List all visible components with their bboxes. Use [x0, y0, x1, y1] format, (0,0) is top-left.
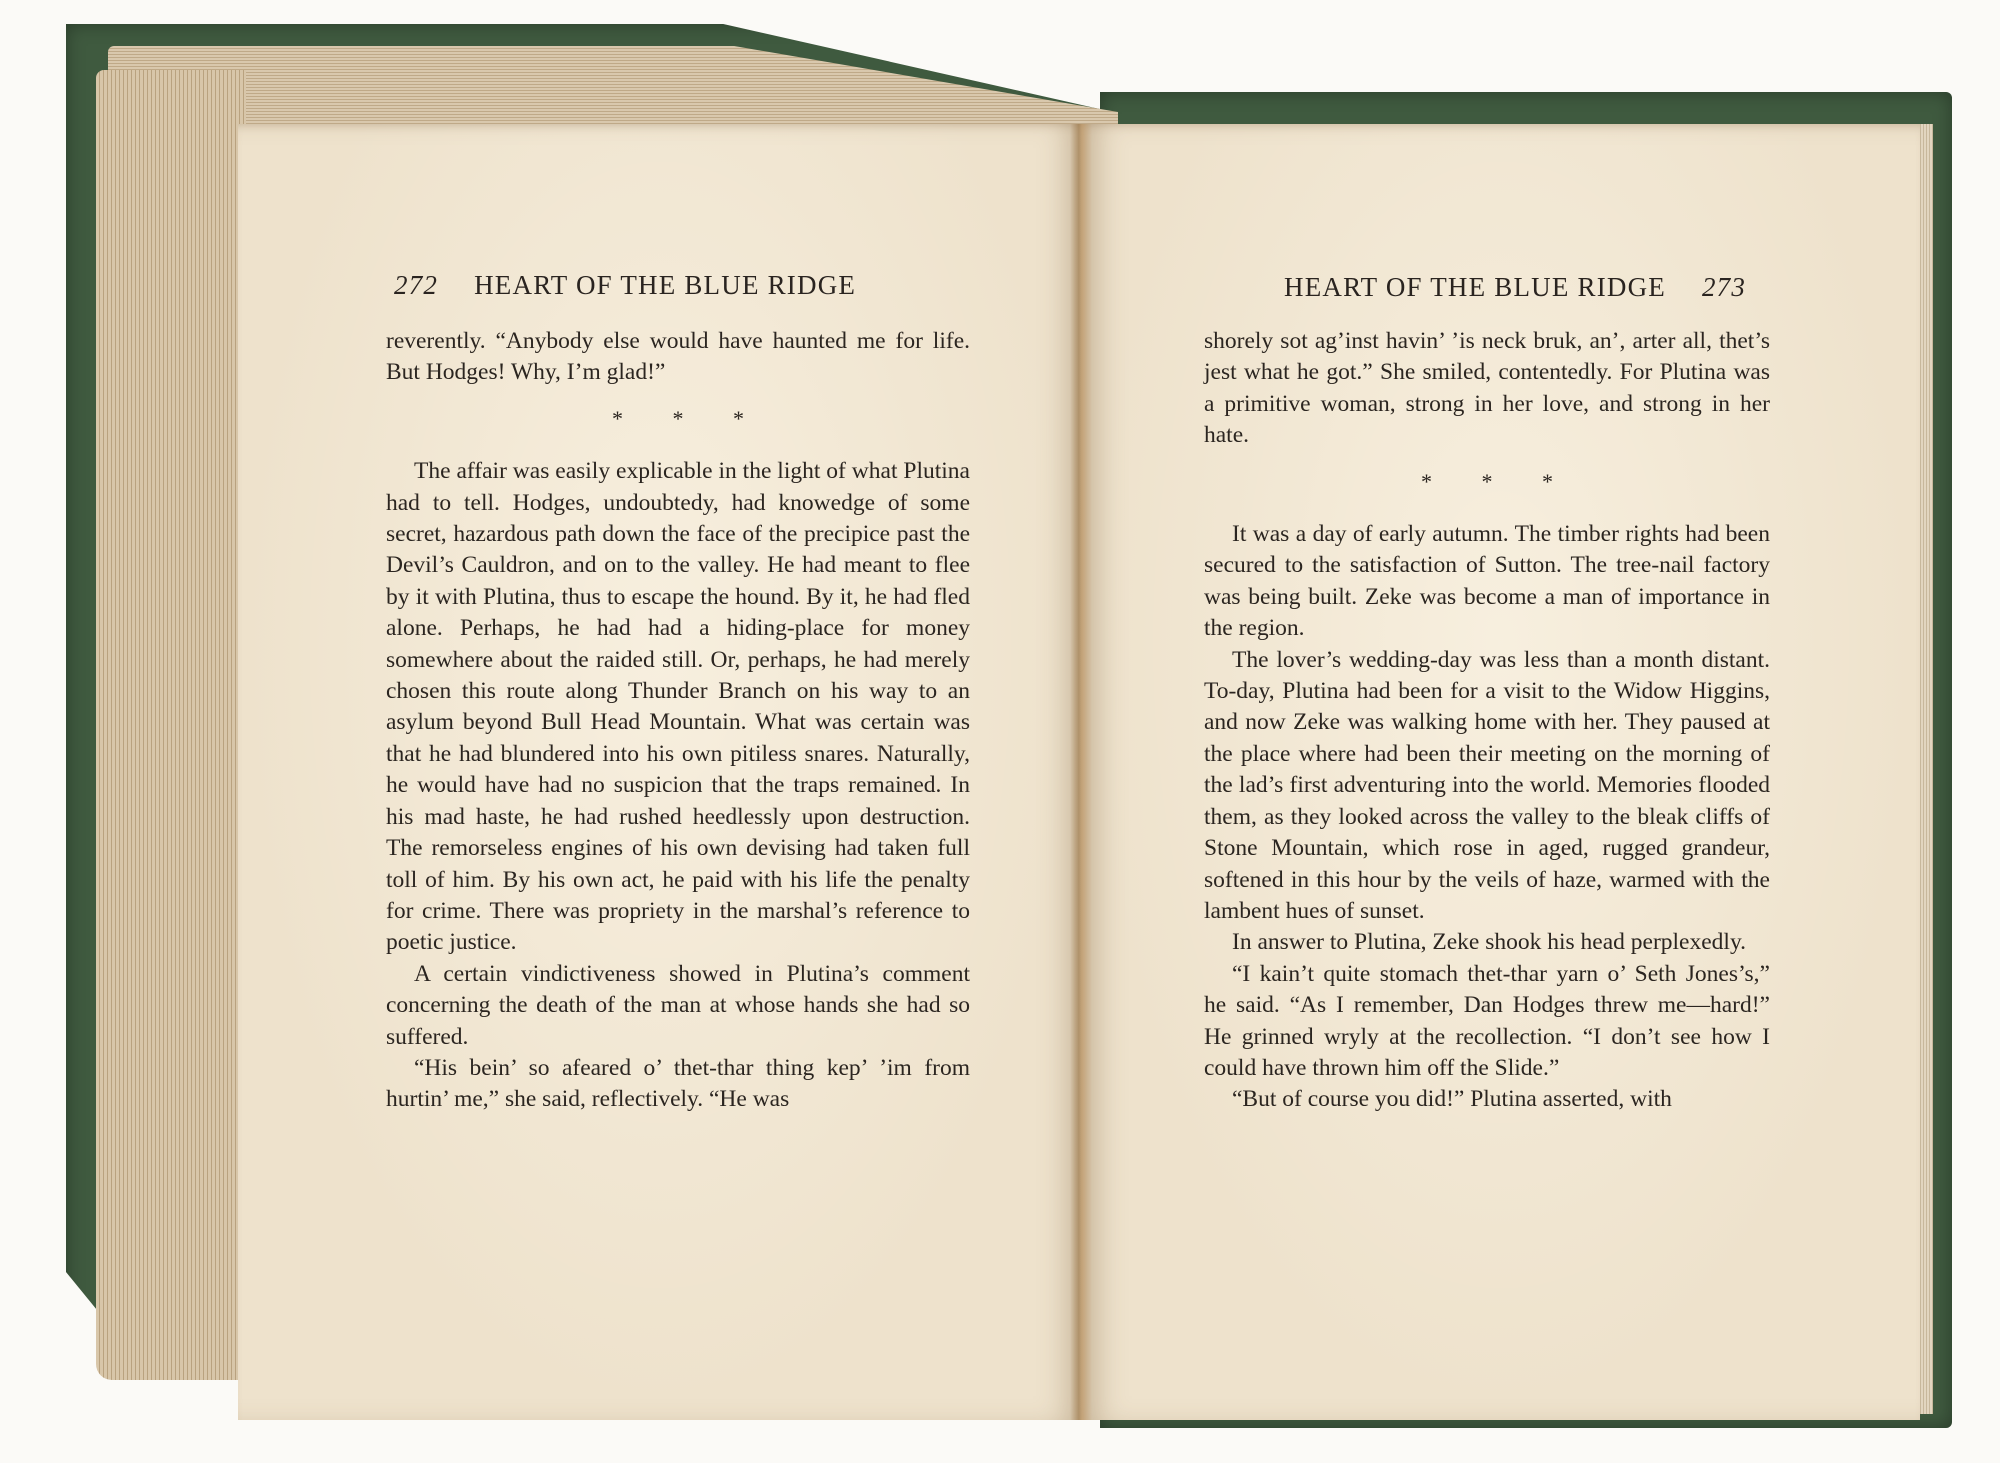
paragraph: The affair was easily explicable in the light of what Plutina had to tell. Hodges, undoubtedy, had knowedge of some secret, hazardous path down the face of the precipice past the Devil’s Cauldron, and on to the valley. He had meant to flee by it with Plutina, thus to escape the hound. By it, he had fled alone. Perhaps, he had had a hiding-place for money somewhere about the raided still. Or, perhaps, he had merely chosen this route along Thunder Branch on his way to an asylum beyond Bull Head Mountain. What was certain was that he had blundered into his own pitiless snares. Naturally, he would have had no suspicion that the traps remained. In his mad haste, he had rushed heedlessly upon destruction. The remorseless engines of his own devising had taken full toll of him. By his own act, he paid with his life the penalty for crime. There was propriety in the marshal’s reference to poetic justice.	[386, 458, 970, 956]
section-break: * * *	[612, 405, 766, 431]
right-running-title: HEART OF THE BLUE RIDGE	[1284, 272, 1666, 302]
paragraph: A certain vindictiveness showed in Plutina’s comment concerning the death of the man at whose hands she had so suffered.	[386, 960, 970, 1050]
right-page-number: 273	[1701, 272, 1747, 302]
page-edges-left	[96, 70, 246, 1380]
right-running-head	[1284, 272, 1746, 303]
paragraph: shorely sot ag’inst havin’ ’is neck bruk, an’, arter all, thet’s jest what he got.” She smiled, contentedly. For Plutina was a primitive woman, strong in her love, and strong in her hate.	[1204, 328, 1770, 449]
left-running-head	[394, 270, 856, 301]
paragraph: “I kain’t quite stomach thet-thar yarn o’ Seth Jones’s,” he said. “As I remember, Dan Hodges threw me—hard!” He grinned wryly at the recollection. “I don’t see how I could have thrown him off the Slide.”	[1204, 960, 1770, 1081]
paragraph: The lover’s wedding-day was less than a month distant. To-day, Plutina had been for a visit to the Widow Higgins, and now Zeke was walking home with her. They paused at the place where had been their meeting on the morning of the lad’s first adventuring into the world. Memories flooded them, as they looked across the valley to the bleak cliffs of Stone Mountain, which rose in aged, rugged grandeur, softened in this hour by the veils of haze, warmed with the lambent hues of sunset.	[1204, 646, 1770, 924]
book-gutter	[1070, 124, 1092, 1420]
right-page-text	[1204, 326, 1770, 1116]
paragraph: In answer to Plutina, Zeke shook his head perplexedly.	[1232, 929, 1747, 956]
paragraph: reverently. “Anybody else would have haunted me for life. But Hodges! Why, I’m glad!”	[386, 328, 970, 386]
left-running-title: HEART OF THE BLUE RIDGE	[474, 270, 857, 300]
left-page-number: 272	[394, 270, 439, 300]
paragraph: “But of course you did!” Plutina asserted, with	[1232, 1086, 1672, 1113]
paragraph: “His bein’ so afeared o’ thet-thar thing kep’ ’im from hurtin’ me,” she said, reflectively. “He was	[386, 1054, 970, 1113]
paragraph: It was a day of early autumn. The timber rights had been secured to the satisfaction of Sutton. The tree-nail factory was being built. Zeke was become a man of importance in the region.	[1204, 521, 1770, 642]
section-break: * * *	[1421, 468, 1575, 494]
left-page-text	[386, 326, 970, 1116]
